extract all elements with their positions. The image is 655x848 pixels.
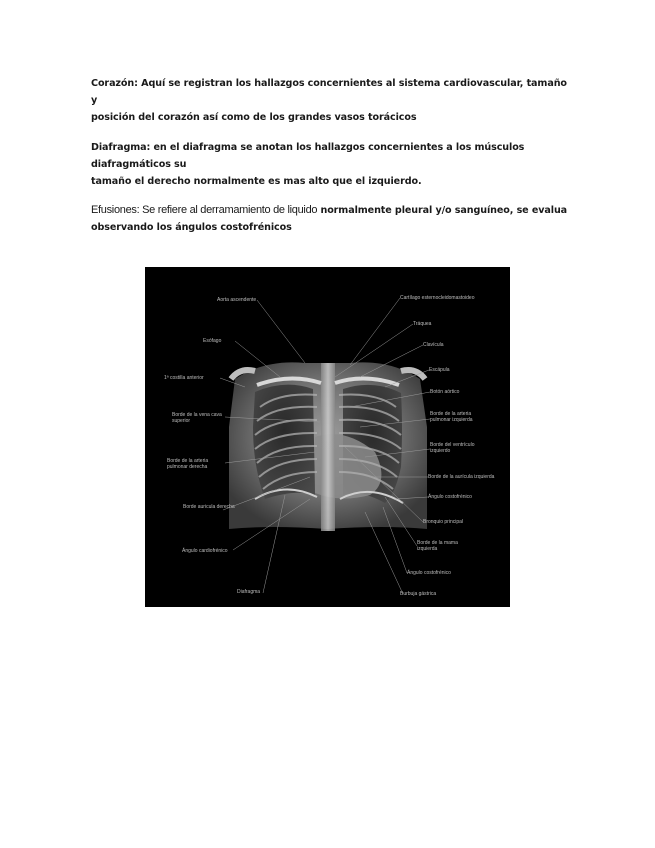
paragraph-diafragma bbox=[91, 139, 571, 190]
label-diafragma: Diafragma bbox=[237, 589, 261, 595]
label-cartilago: Cartílago esternocleidomastoideo bbox=[400, 295, 475, 301]
paragraph-corazon bbox=[91, 75, 571, 126]
label-angulo-cardiofrenico: Ángulo cardiofrénico bbox=[182, 548, 228, 554]
efusiones-line-1 bbox=[91, 202, 571, 219]
diafragma-line-1: Diafragma: en el diafragma se anotan los hallazgos concernientes a los músculos diafragmáticos su bbox=[91, 142, 525, 170]
diafragma-line-2: tamaño el derecho normalmente es mas alto que el izquierdo. bbox=[91, 176, 422, 187]
corazon-line-1: Corazón: Aquí se registran los hallazgos concernientes al sistema cardiovascular, tamaño y bbox=[91, 78, 567, 106]
paragraph-efusiones bbox=[91, 202, 571, 236]
chest-xray-figure bbox=[145, 267, 510, 607]
label-angulo-costofrenico-1: Ángulo costofrénico bbox=[428, 494, 472, 500]
label-auricula-derecha: Borde auricula derecha bbox=[183, 504, 235, 510]
label-escapula: Escápula bbox=[429, 367, 450, 373]
label-boton-aortico: Botón aórtico bbox=[430, 389, 460, 395]
label-traquea: Tráquea bbox=[413, 321, 432, 327]
label-aorta-ascendente: Aorta ascendente bbox=[217, 297, 257, 303]
label-primera-costilla: 1ª costilla anterior bbox=[164, 375, 204, 381]
corazon-line-2: posición del corazón así como de los grandes vasos torácicos bbox=[91, 112, 417, 123]
efusiones-line-2: observando los ángulos costofrénicos bbox=[91, 222, 292, 233]
efusiones-line-1-light: Efusiones: Se refiere al derramamiento de liquido bbox=[91, 204, 318, 216]
label-burbuja-gastrica: Burbuja gástrica bbox=[400, 591, 437, 597]
label-arteria-pulmonar-izquierda: Borde de la arteria pulmonar izquierda bbox=[430, 411, 473, 423]
label-auricula-izquierda: Borde de la aurícula izquierda bbox=[428, 474, 495, 480]
label-angulo-costofrenico-2: Ángulo costofrénico bbox=[407, 570, 451, 576]
label-mama-izquierda: Borde de la mama izquierda bbox=[417, 540, 458, 552]
chest-xray-image bbox=[145, 267, 510, 607]
label-vena-cava: Borde de la vena cava superior bbox=[172, 412, 222, 424]
label-ventriculo-izquierdo: Borde del ventrículo izquierdo bbox=[430, 442, 475, 454]
label-arteria-pulmonar-derecha: Borde de la arteria pulmonar derecha bbox=[167, 458, 209, 470]
efusiones-line-1-bold: normalmente pleural y/o sanguíneo, se evalua bbox=[317, 205, 568, 216]
label-clavicula: Clavícula bbox=[423, 342, 444, 348]
label-esofago: Esófago bbox=[203, 338, 222, 344]
label-bronquio-principal: Bronquio principal bbox=[423, 519, 464, 525]
